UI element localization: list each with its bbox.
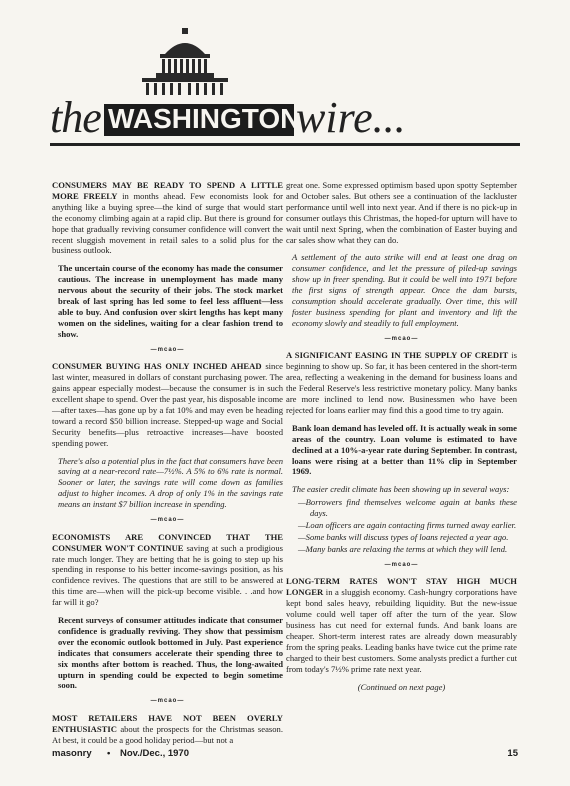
paragraph-body: saving at such a prodigious rate much longer. They are betting that he is going to step up his spending in response to his better income-savings position, as his confidence revives. The questions that are still to be answered at this time are—when will the pick-up become visible. . .and how far will it go? <box>52 542 283 608</box>
section-separator: —mcao— <box>150 517 185 524</box>
masthead <box>0 0 570 170</box>
masthead-rule <box>50 143 520 146</box>
paragraph <box>52 361 283 448</box>
list-intro: The easier credit climate has been showing up in several ways: <box>292 484 510 495</box>
masthead-the: the <box>50 93 101 142</box>
masthead-washington: WASHINGTON <box>108 103 301 134</box>
paragraph-lead: A SIGNIFICANT EASING IN THE SUPPLY OF CREDIT <box>286 350 509 361</box>
paragraph-lead: LONG-TERM RATES WON'T STAY HIGH MUCH LONGER <box>286 576 517 598</box>
list-item: —Some banks will discuss types of loans rejected a year ago. <box>298 531 509 542</box>
section-separator: —mcao— <box>150 698 185 705</box>
section-separator: —mcao— <box>384 561 419 568</box>
bold-paragraph: The uncertain course of the economy has made the consumer cautious. The increase in unemployment has made many nervous about the security of their jobs. The stock market break of last spring has led some to feel less affluent—less able to buy. And confusion over skirt lengths has kept many women on the sidelines, waiting for a clear fashion trend to show. <box>58 263 283 339</box>
list-item: —Loan officers are again contacting firms turned away earlier. <box>298 520 517 531</box>
capitol-dome-icon <box>130 28 240 98</box>
masthead-wire: wire... <box>296 93 406 142</box>
page-number: 15 <box>507 748 518 759</box>
paragraph-body: in months ahead. Few economists look for anything like a buying spree—the kind of surge that would start the economy climbing again at a rapid clip. But there is ground for hope that gradually reviving consumer confidence will convert the recent sluggish movement in retail sales to a solid plus for the business outlook. <box>52 190 284 256</box>
paragraph-body: is beginning to show up. So far, it has been centered in the short-term area, reflecting a weakening in the demand for business loans and the Federal Reserve's less restrictive monetary policy. Many banks are more inclined to lend now. Businessmen who have been rejected for loans earlier may find this a good time to try again. <box>286 350 517 415</box>
paragraph-body: about the prospects for the Christmas season. At best, it could be a good holiday period—but not a <box>52 723 283 745</box>
continued-note: (Continued on next page) <box>357 681 446 692</box>
paragraph <box>52 713 283 746</box>
issue-date: Nov./Dec., 1970 <box>120 748 190 759</box>
italic-paragraph: There's also a potential plus in the fact that consumers have been saving at a near-record rate—7½%. A 5% to 6% rate is normal. Sooner or later, the savings rate will come down as families adjust to higher incomes. A drop of only 1% in the savings rate means an instant $7 billion increase in spending. <box>58 455 283 510</box>
paragraph-body: in a sluggish economy. Cash-hungry corporations have kept bond sales heavy, rebuilding liquidity. But the new-issue volume could well taper off after the turn of the year. Slow business has cut need for external funds. And bank loans are cheaper. Short-term interest rates are already down measurably from the spring peaks. Leading banks have twice cut the prime rate charged to their best customers. Some analysts predict a further cut from today's 7½% prime rate next year. <box>286 587 517 674</box>
right-column <box>286 180 517 692</box>
footer-bullet: • <box>107 748 111 759</box>
paragraph <box>286 350 517 415</box>
paragraph-lead: CONSUMER BUYING HAS ONLY INCHED AHEAD <box>52 361 262 372</box>
paragraph-lead: MOST RETAILERS HAVE NOT BEEN OVERLY ENTHUSIASTIC <box>52 712 283 734</box>
paragraph-lead: ECONOMISTS ARE CONVINCED THAT THE CONSUMER WON'T CONTINUE <box>52 531 283 553</box>
left-column <box>52 180 283 753</box>
bold-paragraph: Recent surveys of consumer attitudes indicate that consumer confidence is gradually reviving. They show that pessimism over the economic outlook bottomed in July. Past experience indicates that consumers accelerate their spending three to six months after bottom is reached. Thus, the long-awaited upturn in spending could be expected to begin sometime soon. <box>58 615 283 691</box>
paragraph <box>52 180 283 256</box>
italic-paragraph: A settlement of the auto strike will end at least one drag on consumer confidence, and let the pressure of piled-up savings show up in freer spending. But it could be well into 1971 before the first signs of strength appear. Once the dam bursts, consumption should accelerate gradually. Over time, this will foster business spending for plant and inventory and lift the economy slowly and steadily to full employment. <box>292 252 517 328</box>
paragraph: great one. Some expressed optimism based upon spotty September and October sales. But others see a continuation of the lackluster performance until well into next year. And if there is no pick-up in consumer outlays this Christmas, the hoped-for upturn will have to wait until next Spring, when the combination of Easter buying and car sales show what they can do. <box>286 180 517 245</box>
paragraph-body: since last winter, measured in dollars of constant purchasing power. The gains appear especially modest—because the consumer is in such excellent shape to spend. Over the past year, his disposable income—after taxes—has gone up by a fat 10% and may even be heading toward a record $50 billion increase. Stepped-up wage and Social Security benefits—plus retroactive increases—have boosted spending power. <box>52 361 283 448</box>
section-separator: —mcao— <box>150 346 185 353</box>
page-footer <box>52 748 518 764</box>
list-item: —Borrowers find themselves welcome again at banks these days. <box>298 497 517 519</box>
paragraph <box>52 532 283 608</box>
section-separator: —mcao— <box>384 335 419 342</box>
magazine-name: masonry <box>52 748 92 759</box>
credit-list <box>292 497 517 555</box>
list-item: —Many banks are relaxing the terms at which they will lend. <box>298 543 508 554</box>
paragraph-lead: CONSUMERS MAY BE READY TO SPEND A LITTLE MORE FREELY <box>52 180 283 201</box>
paragraph <box>286 576 517 674</box>
bold-paragraph: Bank loan demand has leveled off. It is actually weak in some areas of the country. Loan volume is estimated to have declined at a 10%-a-year rate during September. In contrast, loans were rising at a better than 11% clip in September 1969. <box>292 422 517 477</box>
